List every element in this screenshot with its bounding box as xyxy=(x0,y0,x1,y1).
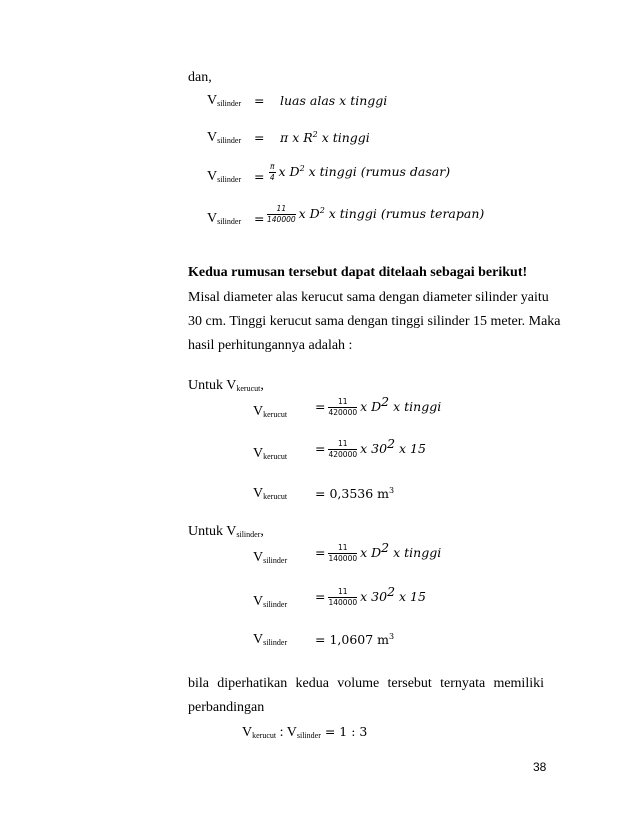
expr-exponent: 2 xyxy=(381,539,390,555)
expr-exponent: 2 xyxy=(381,393,390,409)
fraction xyxy=(328,439,357,460)
volume-subscript: silinder xyxy=(263,600,288,609)
volume-subscript: kerucut xyxy=(263,492,288,501)
volume-symbol: V xyxy=(253,446,264,461)
volume-subscript: silinder xyxy=(217,99,242,108)
kerucut-row-2-label xyxy=(253,446,287,462)
result-exponent: 3 xyxy=(389,631,395,641)
fraction-numerator: 11 xyxy=(328,587,357,598)
silinder-row-1-expression xyxy=(315,539,442,564)
fraction-denominator: 140000 xyxy=(328,598,358,607)
volume-symbol: V xyxy=(207,93,218,108)
volume-subscript: silinder xyxy=(263,638,288,647)
fraction-numerator: 11 xyxy=(328,439,357,450)
ratio-volume-1: V xyxy=(242,725,253,740)
result-exponent: 3 xyxy=(389,485,395,495)
result-value: = 1,0607 m xyxy=(315,632,390,647)
ratio-separator: : V xyxy=(276,725,297,740)
silinder-result xyxy=(315,632,394,647)
volume-subscript: kerucut xyxy=(263,410,288,419)
formula-3-exponent: 2 xyxy=(299,163,305,173)
silinder-row-2-expression xyxy=(315,583,426,608)
equals-sign: = xyxy=(315,399,326,414)
expr-post: x 15 xyxy=(395,589,426,604)
silinder-intro-pre: Untuk V xyxy=(188,524,237,539)
expr-pre: x 30 xyxy=(360,441,388,456)
expr-post: x tinggi xyxy=(389,399,442,414)
formula-4-expression xyxy=(264,204,484,225)
kerucut-row-2-expression xyxy=(315,435,426,460)
fraction xyxy=(328,543,357,564)
formula-3-pre: x D xyxy=(278,164,300,179)
fraction-numerator: π xyxy=(270,162,275,171)
ratio-value: = 1 : 3 xyxy=(320,724,368,739)
expr-exponent: 2 xyxy=(387,435,396,451)
fraction-denominator: 140000 xyxy=(267,215,296,224)
volume-subscript: silinder xyxy=(217,175,242,184)
silinder-intro xyxy=(188,524,264,540)
equals-sign: = xyxy=(315,441,326,456)
expr-pre: x D xyxy=(360,399,382,414)
expr-pre: x 30 xyxy=(360,589,388,604)
volume-symbol: V xyxy=(253,632,264,647)
kerucut-row-1-expression xyxy=(315,393,442,418)
expr-post: x 15 xyxy=(395,441,426,456)
volume-subscript: silinder xyxy=(263,556,288,565)
fraction-denominator: 420000 xyxy=(328,450,358,459)
formula-3-post: x tinggi (rumus dasar) xyxy=(304,164,451,179)
silinder-subscript: silinder xyxy=(236,530,261,539)
equals-sign: = xyxy=(254,211,265,226)
silinder-row-1-label xyxy=(253,550,287,566)
intro-text: dan, xyxy=(188,70,212,85)
silinder-row-2-label xyxy=(253,594,287,610)
fraction xyxy=(328,587,357,608)
paragraph-line-2: 30 cm. Tinggi kerucut sama dengan tinggi silinder 15 meter. Maka xyxy=(188,314,561,329)
volume-symbol: V xyxy=(207,130,218,145)
conclusion-line-1: bila diperhatikan kedua volume tersebut ternyata memiliki xyxy=(188,676,544,691)
formula-2-exponent: 2 xyxy=(312,129,318,139)
formula-2-pre: π x R xyxy=(280,130,313,145)
formula-row-3 xyxy=(207,169,241,185)
volume-symbol: V xyxy=(207,169,218,184)
formula-row-2 xyxy=(207,130,241,146)
fraction-denominator: 420000 xyxy=(328,408,358,417)
equals-sign: = xyxy=(315,545,326,560)
fraction-numerator: 11 xyxy=(267,204,296,215)
formula-row-4 xyxy=(207,211,241,227)
formula-3-expression xyxy=(266,162,450,183)
equals-sign: = xyxy=(254,169,265,184)
volume-subscript: kerucut xyxy=(263,452,288,461)
formula-4-post: x tinggi (rumus terapan) xyxy=(324,206,485,221)
kerucut-result xyxy=(315,486,394,501)
formula-4-exponent: 2 xyxy=(319,205,325,215)
volume-symbol: V xyxy=(253,550,264,565)
fraction-numerator: 11 xyxy=(328,397,357,408)
volume-symbol: V xyxy=(253,404,264,419)
expr-post: x tinggi xyxy=(389,545,442,560)
fraction-numerator: 11 xyxy=(328,543,357,554)
volume-symbol: V xyxy=(207,211,218,226)
kerucut-intro-post: , xyxy=(260,378,264,393)
paragraph-line-3: hasil perhitungannya adalah : xyxy=(188,338,353,353)
formula-row-1 xyxy=(207,93,241,109)
silinder-row-3-label xyxy=(253,632,287,648)
paragraph-line-1: Misal diameter alas kerucut sama dengan diameter silinder yaitu xyxy=(188,290,549,305)
section-heading xyxy=(188,265,527,281)
ratio-subscript-1: kerucut xyxy=(252,731,277,740)
page-number: 38 xyxy=(533,760,547,774)
equals-sign: = xyxy=(254,130,265,145)
volume-subscript: silinder xyxy=(217,136,242,145)
kerucut-subscript: kerucut xyxy=(236,384,261,393)
kerucut-intro xyxy=(188,378,264,394)
kerucut-row-1-label xyxy=(253,404,287,420)
expr-exponent: 2 xyxy=(387,583,396,599)
fraction xyxy=(269,162,276,183)
formula-2-expression xyxy=(280,130,370,145)
section-heading-text: Kedua rumusan tersebut dapat ditelaah sebagai berikut! xyxy=(188,265,528,280)
kerucut-intro-pre: Untuk V xyxy=(188,378,237,393)
fraction-denominator: 4 xyxy=(269,173,275,182)
formula-1-expression: luas alas x tinggi xyxy=(280,93,388,108)
fraction xyxy=(328,397,357,418)
ratio-line xyxy=(242,724,367,741)
volume-subscript: silinder xyxy=(217,217,242,226)
equals-sign: = xyxy=(315,589,326,604)
result-value: = 0,3536 m xyxy=(315,486,390,501)
fraction xyxy=(267,204,296,225)
expr-pre: x D xyxy=(360,545,382,560)
formula-2-post: x tinggi xyxy=(317,130,370,145)
volume-symbol: V xyxy=(253,594,264,609)
formula-4-pre: x D xyxy=(298,206,320,221)
volume-symbol: V xyxy=(253,486,264,501)
kerucut-row-3-label xyxy=(253,486,287,502)
silinder-intro-post: , xyxy=(260,524,264,539)
fraction-denominator: 140000 xyxy=(328,554,358,563)
equals-sign: = xyxy=(254,93,265,108)
ratio-subscript-2: silinder xyxy=(296,731,321,740)
conclusion-line-2: perbandingan xyxy=(188,700,265,715)
